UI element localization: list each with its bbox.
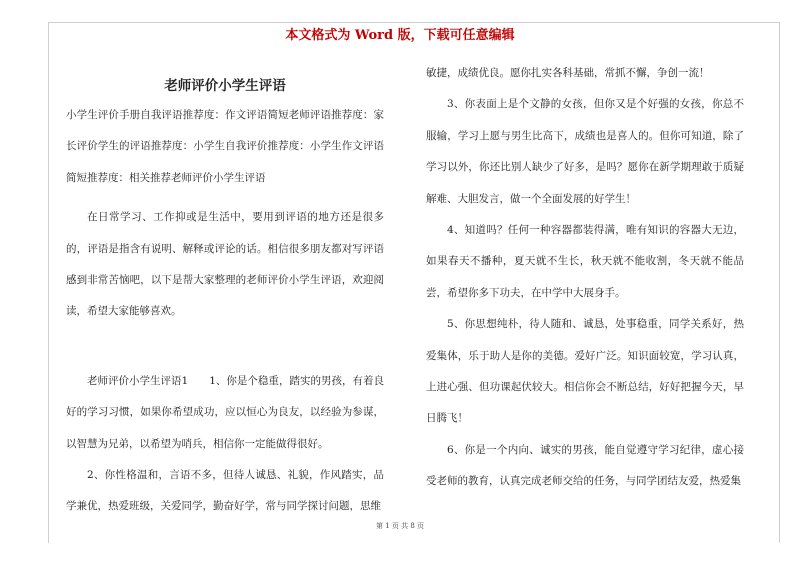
comment-1: 老师评价小学生评语1 1、你是个稳重，踏实的男孩，有着良好的学习习惯，如果你希望成功，应以恒心为良友，以经验为参谋，以智慧为兄弟，以希望为哨兵，相信你一定能做得很好。 [66, 374, 384, 450]
comment-4: 4、知道吗？任何一种容器都装得满，唯有知识的容器大无边，如果春天不播种，夏天就不生长，秋天就不能收割，冬天就不能品尝，希望你多下功夫，在中学中大展身手。 [426, 224, 744, 299]
format-banner: 本文格式为 Word 版，下载可任意编辑 [285, 28, 515, 43]
comment-5: 5、你思想纯朴，待人随和、诚恳，处事稳重，同学关系好，热爱集体，乐于助人是你的美德。爱好广泛。知识面较宽，学习认真，上进心强、但功课起伏较大。相信你会不断总结，好好把握今天，早日腾飞！ [426, 318, 744, 425]
page-number-footer: 第 1 页 共 8 页 [375, 522, 425, 530]
comment-2-continued: 敏捷，成绩优良。愿你扎实各科基础，常抓不懈，争创一流！ [426, 67, 710, 79]
intro-recommendations: 小学生评价手册自我评语推荐度：作文评语简短老师评语推荐度：家长评价学生的评语推荐度：小学生自我评价推荐度：小学生作文评语简短推荐度：相关推荐老师评价小学生评语 [66, 109, 384, 184]
comment-6: 6、你是一个内向、诚实的男孩，能自觉遵守学习纪律，虚心接受老师的教育，认真完成老师交给的任务，与同学团结友爱，热爱集 [426, 443, 744, 488]
right-column [426, 58, 744, 498]
comment-3: 3、你表面上是个文静的女孩，但你又是个好强的女孩，你总不服输，学习上愿与男生比高下，成绩也是喜人的。但你可知道，除了学习以外，你还比别人缺少了好多，是吗？愿你在新学期理敢于质疑解难、大胆发言，做一个全面发展的好学生！ [426, 98, 744, 205]
document-title: 老师评价小学生评语 [164, 78, 286, 94]
left-column [66, 100, 384, 523]
intro-paragraph: 在日常学习、工作抑或是生活中，要用到评语的地方还是很多的，评语是指含有说明、解释或评论的话。相信很多朋友都对写评语感到非常苦恼吧，以下是帮大家整理的老师评价小学生评语，欢迎阅读，希望大家能够喜欢。 [66, 211, 384, 318]
comment-2: 2、你性格温和，言语不多，但待人诚恳、礼貌，作风踏实，品学兼优，热爱班级，关爱同学，勤奋好学，常与同学探讨问题，思维 [66, 469, 384, 513]
